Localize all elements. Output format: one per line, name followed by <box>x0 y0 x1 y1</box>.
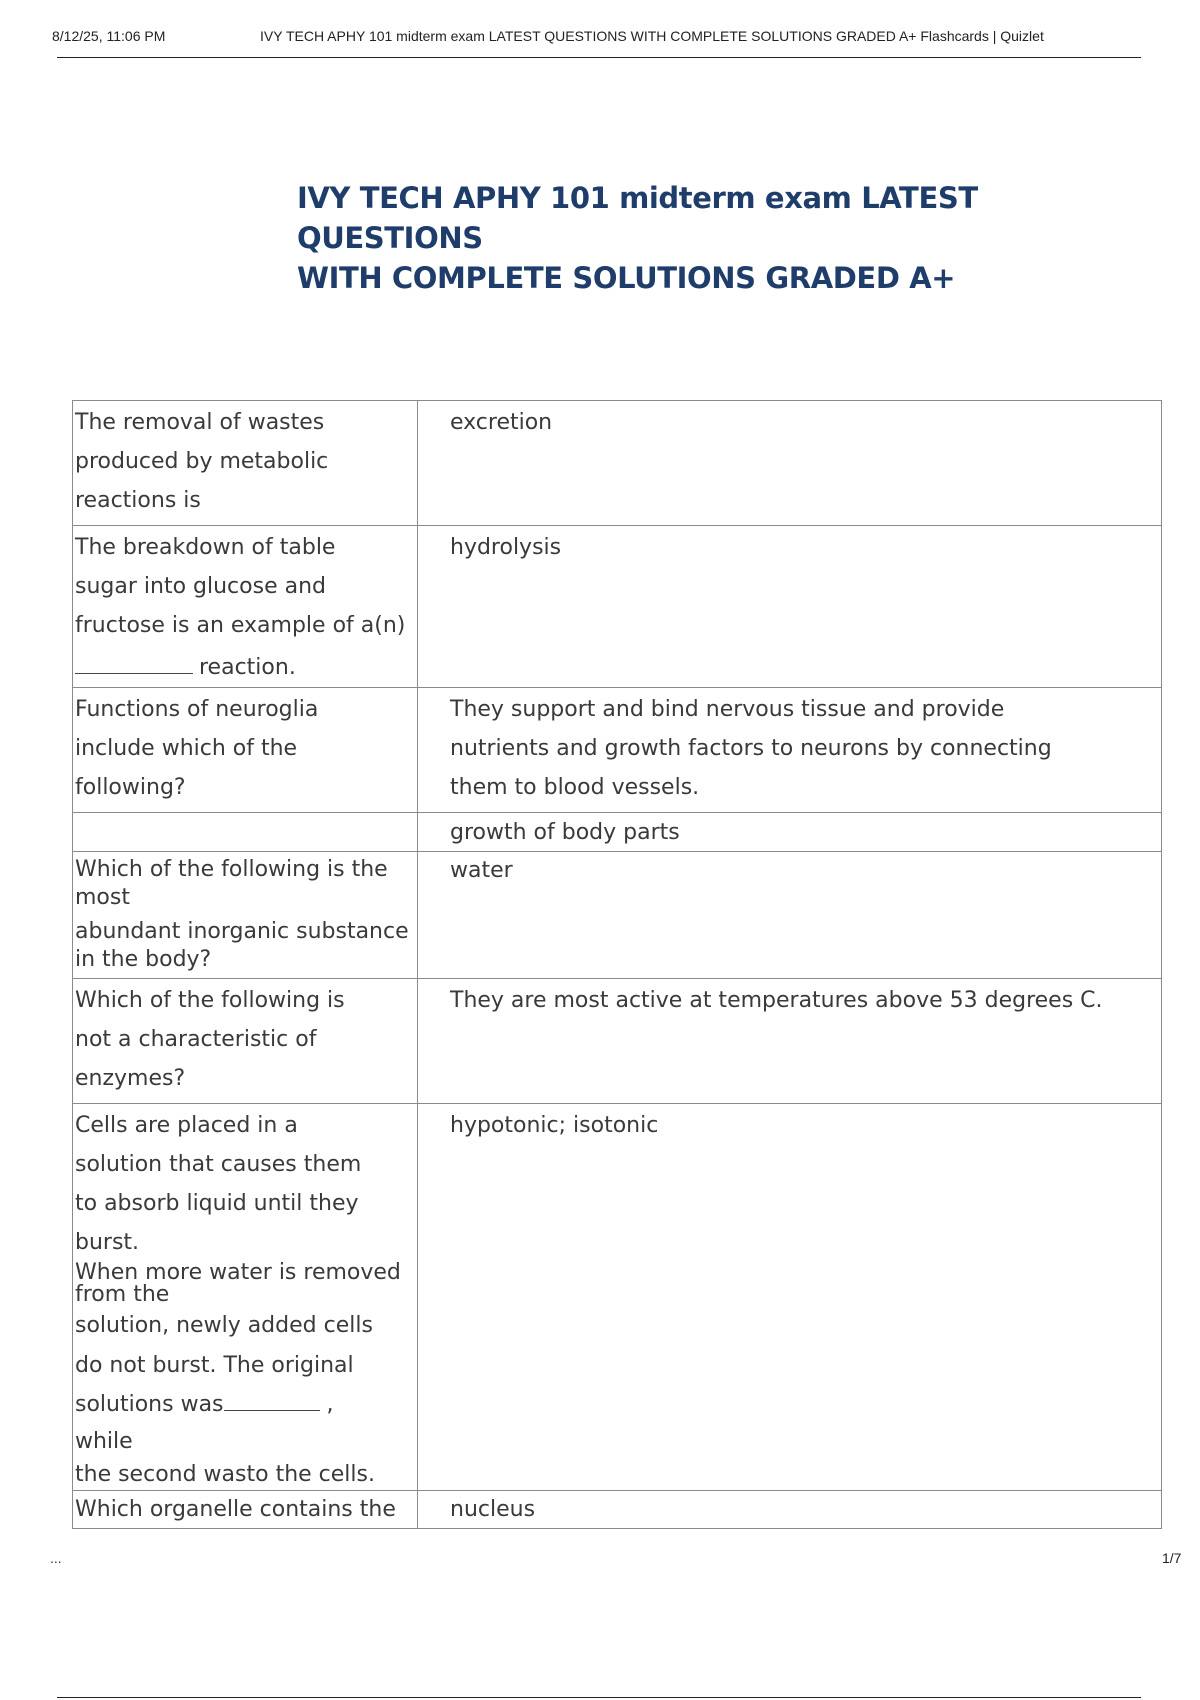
term-line: Which organelle contains the <box>75 1497 396 1522</box>
term-cell <box>73 688 418 813</box>
term-line: When more water is removed <box>75 1260 401 1285</box>
term-line: not a characteristic of <box>75 1027 317 1052</box>
term-line: solution, newly added cells <box>75 1313 373 1338</box>
term-line: The breakdown of table <box>75 535 336 560</box>
definition-cell <box>418 813 1162 852</box>
definition-text: hydrolysis <box>450 535 562 560</box>
term-line: following? <box>75 775 186 800</box>
term-line-with-blank: solutions was , <box>75 1385 413 1424</box>
flashcard-row <box>73 526 1162 688</box>
definition-line: nutrients and growth factors to neurons by connecting <box>450 736 1052 761</box>
term-line: The removal of wastes <box>75 410 325 435</box>
term-line: from the <box>75 1282 170 1307</box>
definition-line: They support and bind nervous tissue and provide <box>450 697 1005 722</box>
term-line: abundant inorganic substance <box>75 919 409 944</box>
definition-cell <box>418 401 1162 526</box>
flashcard-table <box>72 400 1162 1529</box>
definition-text: excretion <box>450 410 553 435</box>
fill-in-blank <box>75 645 193 674</box>
term-line: produced by metabolic <box>75 449 329 474</box>
header-divider <box>57 57 1141 58</box>
document-title <box>297 178 1117 298</box>
fill-in-blank <box>224 1386 320 1411</box>
flashcard-row <box>73 852 1162 979</box>
term-cell <box>73 401 418 526</box>
definition-line: them to blood vessels. <box>450 775 700 800</box>
term-line: in the body? <box>75 947 212 972</box>
document-title-line-1: IVY TECH APHY 101 midterm exam LATEST QUESTIONS <box>297 181 978 255</box>
term-line: fructose is an example of a(n) <box>75 613 406 638</box>
term-cell <box>73 979 418 1104</box>
flashcard-row <box>73 979 1162 1104</box>
term-line: Cells are placed in a <box>75 1113 298 1138</box>
term-line: burst. <box>75 1230 140 1255</box>
definition-cell <box>418 852 1162 979</box>
term-line: most <box>75 885 130 910</box>
term-cell <box>73 852 418 979</box>
print-header <box>52 28 1142 50</box>
term-line: Which of the following is <box>75 988 345 1013</box>
term-line: Which of the following is the <box>75 857 388 882</box>
footer-ellipsis: ... <box>50 1550 62 1566</box>
print-datetime: 8/12/25, 11:06 PM <box>52 28 166 44</box>
definition-text: hypotonic; isotonic <box>450 1113 659 1138</box>
definition-text: They are most active at temperatures above 53 degrees C. <box>450 988 1103 1013</box>
bottom-divider <box>57 1697 1141 1698</box>
flashcard-row <box>73 401 1162 526</box>
term-line: reaction. <box>199 655 296 680</box>
term-cell <box>73 813 418 852</box>
term-cell <box>73 526 418 688</box>
term-line: to absorb liquid until they <box>75 1191 359 1216</box>
term-line: solutions was <box>75 1392 224 1417</box>
definition-text: nucleus <box>450 1497 536 1522</box>
print-page-title: IVY TECH APHY 101 midterm exam LATEST QUESTIONS WITH COMPLETE SOLUTIONS GRADED A+ Flashcards | Quizlet <box>260 28 1044 44</box>
term-line: Functions of neuroglia <box>75 697 319 722</box>
flashcard-row <box>73 813 1162 852</box>
page-number: 1/7 <box>1162 1550 1182 1566</box>
term-line: sugar into glucose and <box>75 574 326 599</box>
term-line: the second wasto the cells. <box>75 1462 375 1487</box>
term-line: while <box>75 1429 133 1454</box>
document-title-line-2: WITH COMPLETE SOLUTIONS GRADED A+ <box>297 261 956 295</box>
term-line: reactions is <box>75 488 201 513</box>
definition-text: growth of body parts <box>450 820 680 845</box>
flashcard-row <box>73 1491 1162 1529</box>
definition-cell <box>418 688 1162 813</box>
flashcard-row <box>73 1104 1162 1491</box>
definition-text: water <box>450 858 513 883</box>
definition-cell <box>418 979 1162 1104</box>
term-line: do not burst. The original <box>75 1353 354 1378</box>
term-line: solution that causes them <box>75 1152 362 1177</box>
term-cell <box>73 1104 418 1491</box>
definition-cell <box>418 526 1162 688</box>
term-line: include which of the <box>75 736 298 761</box>
definition-cell <box>418 1104 1162 1491</box>
term-cell <box>73 1491 418 1529</box>
term-line: enzymes? <box>75 1066 186 1091</box>
flashcard-row <box>73 688 1162 813</box>
definition-cell <box>418 1491 1162 1529</box>
